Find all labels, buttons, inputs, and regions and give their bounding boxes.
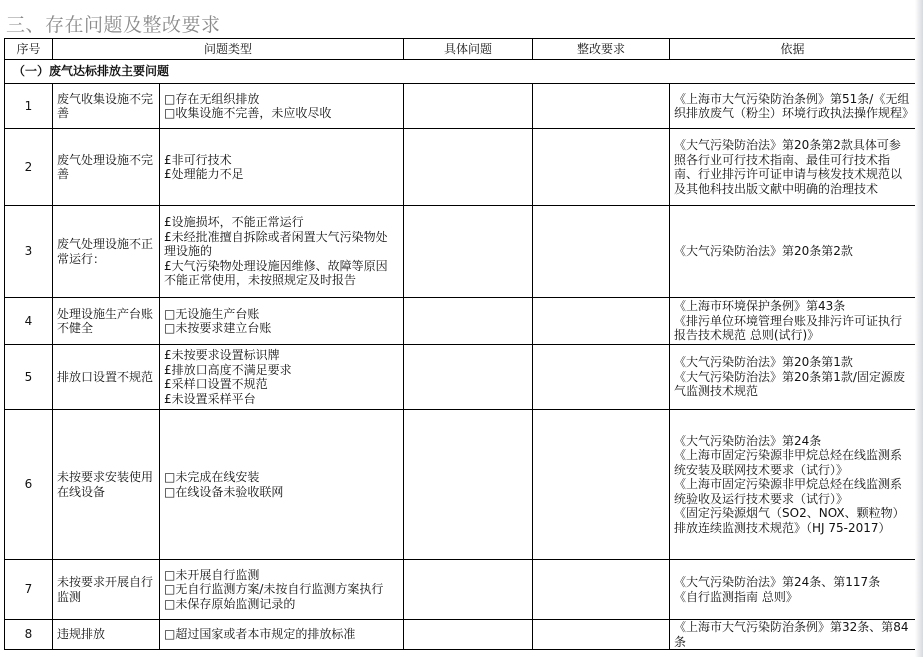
basis-cell bbox=[670, 560, 916, 620]
table-row bbox=[5, 620, 916, 650]
section-title: （一）废气达标排放主要问题 bbox=[5, 60, 916, 84]
specific-issue-cell[interactable] bbox=[404, 345, 533, 410]
issue-type: 处理设施生产台账不健全 bbox=[53, 298, 160, 345]
issue-option[interactable]: □未开展自行监测 bbox=[164, 567, 260, 582]
rectification-cell[interactable] bbox=[533, 84, 670, 129]
specific-issue-cell[interactable] bbox=[404, 129, 533, 206]
basis-text: 《上海市环境保护条例》第43条 bbox=[674, 299, 846, 314]
issues-table bbox=[4, 38, 916, 650]
row-number: 7 bbox=[5, 560, 53, 620]
basis-cell bbox=[670, 298, 916, 345]
issue-options bbox=[160, 206, 404, 298]
basis-cell bbox=[670, 129, 916, 206]
table-row bbox=[5, 345, 916, 410]
rectification-cell[interactable] bbox=[533, 206, 670, 298]
issue-options bbox=[160, 84, 404, 129]
issue-options bbox=[160, 345, 404, 410]
section-row bbox=[5, 60, 916, 84]
table-row bbox=[5, 410, 916, 560]
issue-option[interactable]: □未保存原始监测记录的 bbox=[164, 596, 296, 611]
issue-options bbox=[160, 410, 404, 560]
row-number: 1 bbox=[5, 84, 53, 129]
basis-text: 《大气污染防治法》第20条第1款 bbox=[674, 355, 853, 370]
basis-text: 《大气污染防治法》第24条 bbox=[674, 433, 822, 448]
row-number: 5 bbox=[5, 345, 53, 410]
specific-issue-cell[interactable] bbox=[404, 620, 533, 650]
rectification-cell[interactable] bbox=[533, 620, 670, 650]
issue-type: 违规排放 bbox=[53, 620, 160, 650]
issue-option[interactable]: £未设置采样平台 bbox=[164, 391, 256, 406]
rectification-cell[interactable] bbox=[533, 298, 670, 345]
issue-option[interactable]: □超过国家或者本市规定的排放标准 bbox=[164, 627, 356, 642]
table-row bbox=[5, 298, 916, 345]
basis-text: 《上海市大气污染防治条例》第51条/《无组织排放废气（粉尘）环境行政执法操作规程》 bbox=[674, 91, 915, 120]
header-seq: 序号 bbox=[5, 39, 53, 60]
issue-type: 废气处理设施不正常运行： bbox=[53, 206, 160, 298]
issue-option[interactable]: □未按要求建立台账 bbox=[164, 321, 272, 335]
issue-option[interactable]: £非可行技术 bbox=[164, 152, 232, 167]
rectification-cell[interactable] bbox=[533, 410, 670, 560]
basis-cell bbox=[670, 345, 916, 410]
issue-option[interactable]: £处理能力不足 bbox=[164, 167, 244, 181]
row-number: 6 bbox=[5, 410, 53, 560]
window-edge bbox=[915, 0, 923, 657]
table-row bbox=[5, 84, 916, 129]
specific-issue-cell[interactable] bbox=[404, 84, 533, 129]
issue-option[interactable]: □未完成在线安装 bbox=[164, 470, 260, 484]
basis-text: 《排污单位环境管理台账及排污许可证执行报告技术规范 总则(试行)》 bbox=[674, 313, 903, 343]
issue-option[interactable]: □收集设施不完善，未应收尽收 bbox=[164, 106, 332, 120]
issue-type: 废气处理设施不完善 bbox=[53, 129, 160, 206]
basis-text: 《上海市固定污染源非甲烷总烃在线监测系统验收及运行技术要求（试行）》 bbox=[674, 477, 903, 506]
rectification-cell[interactable] bbox=[533, 345, 670, 410]
specific-issue-cell[interactable] bbox=[404, 298, 533, 345]
issue-options bbox=[160, 620, 404, 650]
basis-text: 《上海市大气污染防治条例》第32条、第84条 bbox=[674, 620, 909, 649]
table-row bbox=[5, 560, 916, 620]
basis-text: 《大气污染防治法》第24条、第117条 bbox=[674, 575, 881, 589]
row-number: 8 bbox=[5, 620, 53, 650]
basis-cell bbox=[670, 84, 916, 129]
issue-type: 未按要求安装使用在线设备 bbox=[53, 410, 160, 560]
issue-type: 排放口设置不规范 bbox=[53, 345, 160, 410]
issue-type: 未按要求开展自行监测 bbox=[53, 560, 160, 620]
header-rectification: 整改要求 bbox=[533, 39, 670, 60]
basis-text: 《自行监测指南 总则》 bbox=[674, 589, 798, 604]
basis-cell bbox=[670, 206, 916, 298]
issue-option[interactable]: £未按要求设置标识牌 bbox=[164, 348, 280, 362]
basis-cell bbox=[670, 410, 916, 560]
row-number: 2 bbox=[5, 129, 53, 206]
specific-issue-cell[interactable] bbox=[404, 560, 533, 620]
issue-option[interactable]: £采样口设置不规范 bbox=[164, 377, 268, 391]
specific-issue-cell[interactable] bbox=[404, 410, 533, 560]
issue-option[interactable]: £未经批准擅自拆除或者闲置大气污染物处理设施的 bbox=[164, 229, 388, 259]
table-row bbox=[5, 129, 916, 206]
issue-option[interactable]: £设施损坏，不能正常运行 bbox=[164, 215, 304, 230]
table-header-row bbox=[5, 39, 916, 60]
basis-text: 《大气污染防治法》第20条第2款具体可参照各行业可行技术指南、最佳可行技术指南、行业排污许可证申请与核发技术规范以及其他科技出版文献中明确的治理技术 bbox=[674, 138, 903, 196]
issue-option[interactable]: £排放口高度不满足要求 bbox=[164, 362, 292, 377]
basis-text: 《固定污染源烟气（SO2、NOX、颗粒物）排放连续监测技术规范》（HJ 75-2017） bbox=[674, 506, 905, 535]
basis-text: 《上海市固定污染源非甲烷总烃在线监测系统安装及联网技术要求（试行）》 bbox=[674, 448, 903, 477]
issue-option[interactable]: £大气污染物处理设施因维修、故障等原因不能正常使用，未按照规定及时报告 bbox=[164, 258, 388, 288]
row-number: 4 bbox=[5, 298, 53, 345]
basis-cell bbox=[670, 620, 916, 650]
issue-option[interactable]: □存在无组织排放 bbox=[164, 91, 260, 106]
table-row bbox=[5, 206, 916, 298]
issue-options bbox=[160, 129, 404, 206]
header-basis: 依据 bbox=[670, 39, 916, 60]
page-title: 三、存在问题及整改要求 bbox=[6, 14, 221, 36]
basis-text: 《大气污染防治法》第20条第1款/固定源废气监测技术规范 bbox=[674, 369, 905, 399]
issue-option[interactable]: □无设施生产台账 bbox=[164, 306, 260, 321]
issue-type: 废气收集设施不完善 bbox=[53, 84, 160, 129]
rectification-cell[interactable] bbox=[533, 560, 670, 620]
issue-option[interactable]: □在线设备未验收联网 bbox=[164, 484, 284, 499]
rectification-cell[interactable] bbox=[533, 129, 670, 206]
issue-options bbox=[160, 560, 404, 620]
header-specific-issue: 具体问题 bbox=[404, 39, 533, 60]
header-issue-type: 问题类型 bbox=[53, 39, 404, 60]
specific-issue-cell[interactable] bbox=[404, 206, 533, 298]
issue-option[interactable]: □无自行监测方案/未按自行监测方案执行 bbox=[164, 582, 384, 597]
basis-text: 《大气污染防治法》第20条第2款 bbox=[674, 244, 853, 259]
row-number: 3 bbox=[5, 206, 53, 298]
issue-options bbox=[160, 298, 404, 345]
